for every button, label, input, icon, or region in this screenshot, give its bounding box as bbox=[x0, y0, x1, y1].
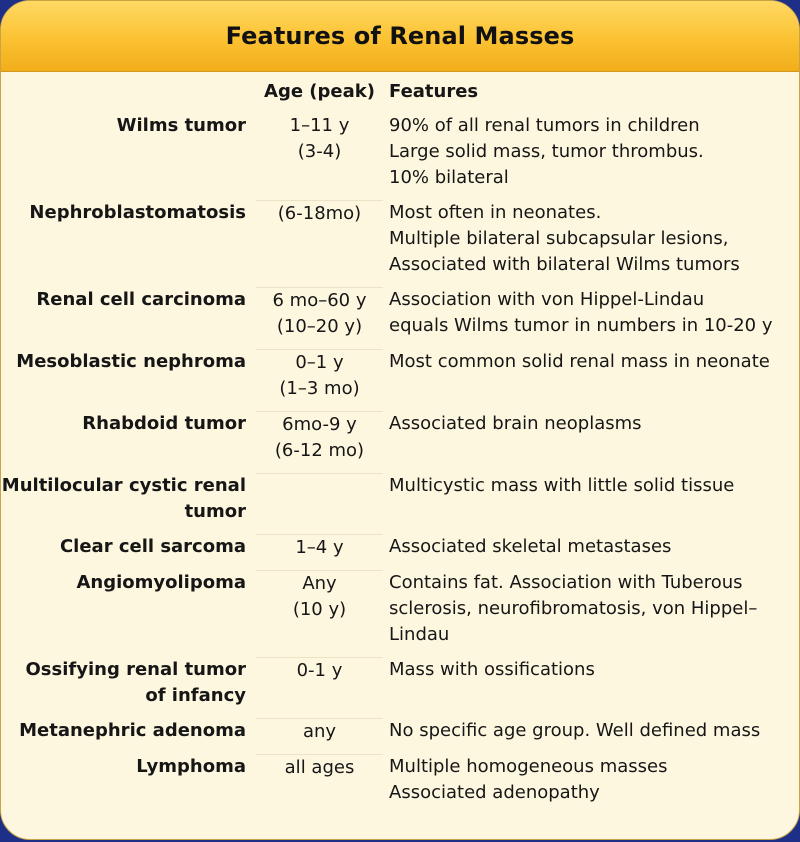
age-cell bbox=[256, 718, 383, 754]
features-line: 90% of all renal tumors in children bbox=[389, 115, 700, 136]
age-line: (6-12 mo) bbox=[274, 439, 365, 461]
tumor-name-line: of infancy bbox=[145, 685, 246, 706]
tumor-name-cell bbox=[1, 754, 256, 815]
age-line: (3-4) bbox=[297, 141, 342, 162]
table-row bbox=[1, 657, 799, 718]
tumor-name-cell bbox=[1, 718, 256, 754]
title-bar bbox=[1, 1, 799, 72]
features-cell bbox=[383, 473, 799, 534]
table-body bbox=[1, 113, 799, 815]
features-cell bbox=[383, 534, 799, 570]
tumor-name-line: Multilocular cystic renal bbox=[1, 475, 246, 496]
features-line: Multiple bilateral subcapsular lesions, bbox=[389, 228, 729, 249]
age-line: 0-1 y bbox=[296, 659, 343, 681]
age-cell bbox=[256, 754, 383, 815]
tumor-name-line: Wilms tumor bbox=[116, 115, 246, 136]
table-row bbox=[1, 200, 799, 287]
tumor-name-cell bbox=[1, 570, 256, 657]
tumor-name-cell bbox=[1, 534, 256, 570]
header-age: Age (peak) bbox=[264, 81, 375, 102]
tumor-name-line: Mesoblastic nephroma bbox=[16, 351, 246, 372]
table-row bbox=[1, 473, 799, 534]
tumor-name-line: Ossifying renal tumor bbox=[25, 659, 246, 680]
features-cell bbox=[383, 113, 799, 200]
age-line: any bbox=[302, 720, 337, 742]
tumor-name-cell bbox=[1, 287, 256, 349]
tumor-name-cell bbox=[1, 113, 256, 200]
features-line: equals Wilms tumor in numbers in 10-20 y bbox=[389, 315, 773, 336]
age-line: (10–20 y) bbox=[276, 315, 363, 337]
table-row bbox=[1, 287, 799, 349]
features-line: Mass with ossifications bbox=[389, 659, 595, 680]
features-cell bbox=[383, 287, 799, 349]
age-line: 1–11 y bbox=[289, 115, 350, 136]
tumor-name-line: Nephroblastomatosis bbox=[29, 202, 246, 223]
page-title: Features of Renal Masses bbox=[225, 22, 575, 50]
features-line: Association with von Hippel-Lindau bbox=[389, 289, 705, 310]
tumor-name-cell bbox=[1, 411, 256, 473]
features-line: 10% bilateral bbox=[389, 167, 509, 188]
age-line: (6-18mo) bbox=[277, 202, 362, 224]
renal-masses-table bbox=[1, 79, 799, 815]
age-line: all ages bbox=[284, 756, 355, 778]
features-cell bbox=[383, 349, 799, 411]
age-cell bbox=[256, 657, 383, 718]
tumor-name-line: Renal cell carcinoma bbox=[36, 289, 246, 310]
features-cell bbox=[383, 718, 799, 754]
features-line: Contains fat. Association with Tuberous bbox=[389, 572, 743, 593]
tumor-name-line: Rhabdoid tumor bbox=[82, 413, 246, 434]
features-line: Lindau bbox=[389, 624, 450, 645]
tumor-name-line: tumor bbox=[184, 501, 246, 522]
age-line: 6 mo–60 y bbox=[272, 289, 367, 311]
tumor-name-line: Angiomyolipoma bbox=[76, 572, 246, 593]
features-line: Multiple homogeneous masses bbox=[389, 756, 668, 777]
header-features: Features bbox=[389, 81, 479, 102]
tumor-name-cell bbox=[1, 200, 256, 287]
features-line: Most often in neonates. bbox=[389, 202, 602, 223]
age-cell bbox=[256, 411, 383, 473]
age-cell bbox=[256, 200, 383, 287]
features-line: No specific age group. Well defined mass bbox=[389, 720, 761, 741]
tumor-name-line: Lymphoma bbox=[136, 756, 246, 777]
features-cell bbox=[383, 200, 799, 287]
table-row bbox=[1, 534, 799, 570]
tumor-name-cell bbox=[1, 657, 256, 718]
table-row bbox=[1, 718, 799, 754]
features-line: Large solid mass, tumor thrombus. bbox=[389, 141, 704, 162]
features-line: Associated skeletal metastases bbox=[389, 536, 672, 557]
features-line: sclerosis, neurofibromatosis, von Hippel– bbox=[389, 598, 758, 619]
age-line: 1–4 y bbox=[295, 536, 344, 558]
features-line: Most common solid renal mass in neonate bbox=[389, 351, 770, 372]
age-line: (10 y) bbox=[292, 598, 347, 620]
features-line: Associated brain neoplasms bbox=[389, 413, 642, 434]
features-line: Associated adenopathy bbox=[389, 782, 600, 803]
features-cell bbox=[383, 570, 799, 657]
tumor-name-cell bbox=[1, 349, 256, 411]
age-cell bbox=[256, 473, 383, 534]
table-row bbox=[1, 349, 799, 411]
age-line: 6mo-9 y bbox=[282, 413, 357, 435]
age-cell bbox=[256, 349, 383, 411]
age-cell bbox=[256, 570, 383, 657]
age-cell bbox=[256, 113, 383, 200]
features-cell bbox=[383, 411, 799, 473]
features-cell bbox=[383, 754, 799, 815]
tumor-name-line: Clear cell sarcoma bbox=[59, 536, 246, 557]
table-header-row bbox=[1, 79, 799, 113]
features-cell bbox=[383, 657, 799, 718]
features-line: Associated with bilateral Wilms tumors bbox=[389, 254, 740, 275]
age-line: 0–1 y bbox=[295, 351, 344, 373]
table-row bbox=[1, 570, 799, 657]
tumor-name-cell bbox=[1, 473, 256, 534]
age-line: (1–3 mo) bbox=[279, 377, 360, 399]
table-row bbox=[1, 411, 799, 473]
age-cell bbox=[256, 534, 383, 570]
age-cell bbox=[256, 287, 383, 349]
header-name-empty bbox=[1, 79, 256, 113]
tumor-name-line: Metanephric adenoma bbox=[19, 720, 246, 741]
age-line: Any bbox=[302, 572, 337, 594]
table-row bbox=[1, 754, 799, 815]
features-line: Multicystic mass with little solid tissue bbox=[389, 475, 735, 496]
table-row bbox=[1, 113, 799, 200]
